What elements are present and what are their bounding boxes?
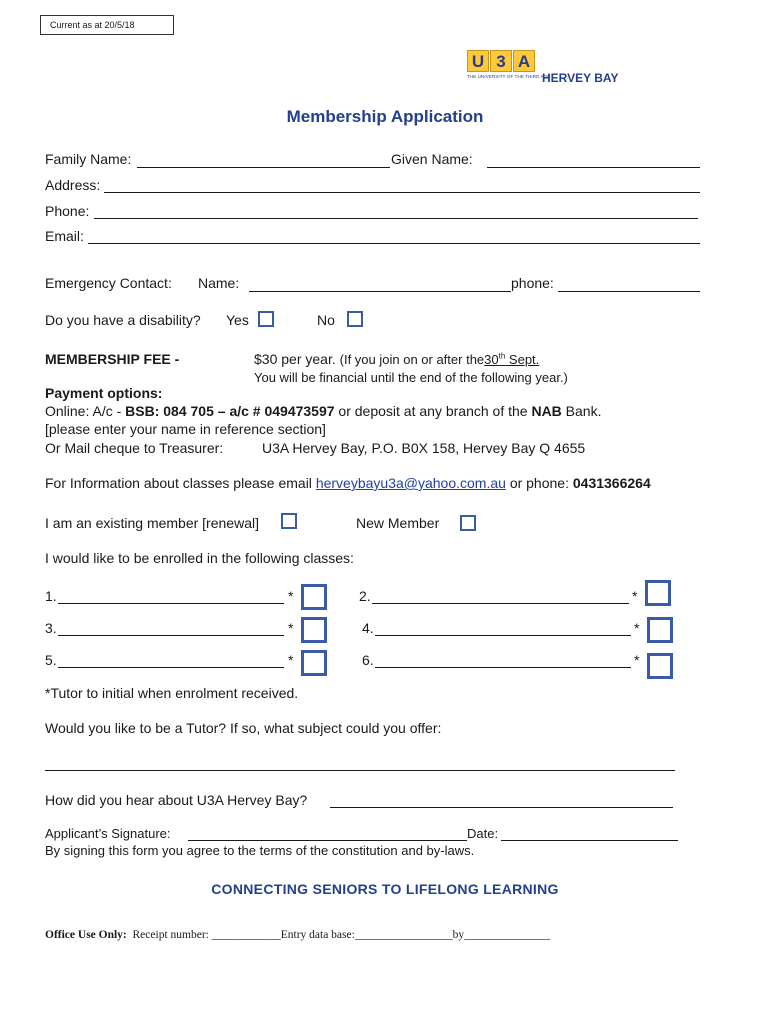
payment-mail-address: U3A Hervey Bay, P.O. B0X 158, Hervey Bay Q 4655: [262, 440, 586, 456]
email-field[interactable]: [88, 243, 700, 244]
logo-tile-3: 3: [490, 50, 512, 72]
fee-note-prefix: (If you join on or after the: [339, 352, 485, 367]
emergency-phone-label: phone:: [511, 275, 554, 291]
by-label: by: [452, 929, 465, 941]
by-field[interactable]: _______________: [464, 929, 551, 941]
office-use-label: Office Use Only:: [45, 929, 127, 941]
address-field[interactable]: [104, 192, 700, 193]
emergency-name-label: Name:: [198, 275, 240, 291]
tutor-question: Would you like to be a Tutor? If so, what subject could you offer:: [45, 720, 442, 736]
class-3-number: 3.: [45, 620, 57, 636]
tutor-note: *Tutor to initial when enrolment received.: [45, 685, 299, 701]
info-middle: or phone:: [509, 475, 569, 491]
logo-tile-a: A: [513, 50, 535, 72]
class-4-field[interactable]: [375, 635, 631, 636]
u3a-logo: [467, 50, 617, 86]
disability-yes-label: Yes: [226, 312, 249, 328]
class-1-asterisk: *: [288, 588, 294, 604]
current-as-at-label: Current as at 20/5/18: [40, 15, 174, 35]
class-1-number: 1.: [45, 588, 57, 604]
payment-online: Online: A/c - BSB: 084 705 – a/c # 049473597 or deposit at any branch of the NAB Bank.: [45, 403, 602, 419]
class-4-number: 4.: [362, 620, 374, 636]
disability-question: Do you have a disability?: [45, 312, 201, 328]
new-member-checkbox[interactable]: [460, 515, 476, 531]
disability-no-checkbox[interactable]: [347, 311, 363, 327]
info-prefix: For Information about classes please email: [45, 475, 312, 491]
info-line: [45, 475, 651, 491]
class-1-checkbox[interactable]: [301, 584, 327, 610]
class-3-checkbox[interactable]: [301, 617, 327, 643]
entry-label: Entry data base:: [280, 929, 355, 941]
page-title: Membership Application: [286, 107, 484, 126]
hear-about-label: How did you hear about U3A Hervey Bay?: [45, 792, 308, 808]
emergency-name-field[interactable]: [249, 291, 511, 292]
classes-intro: I would like to be enrolled in the following classes:: [45, 550, 354, 566]
family-name-label: Family Name:: [45, 151, 132, 167]
emergency-phone-field[interactable]: [558, 291, 700, 292]
hear-about-field[interactable]: [330, 807, 673, 808]
class-5-checkbox[interactable]: [301, 650, 327, 676]
class-5-field[interactable]: [58, 667, 284, 668]
existing-member-label: I am an existing member [renewal]: [45, 515, 259, 531]
class-2-checkbox[interactable]: [645, 580, 671, 606]
signature-agreement: By signing this form you agree to the terms of the constitution and by-laws.: [45, 843, 475, 858]
existing-member-checkbox[interactable]: [281, 513, 297, 529]
class-6-number: 6.: [362, 652, 374, 668]
tutor-subject-field[interactable]: [45, 770, 675, 771]
payment-reference-note: [please enter your name in reference section]: [45, 421, 326, 437]
class-3-field[interactable]: [58, 635, 284, 636]
receipt-label: Receipt number:: [132, 929, 209, 941]
fee-amount: $30 per year.: [254, 351, 336, 367]
date-label: Date:: [467, 826, 499, 841]
date-field[interactable]: [501, 840, 678, 841]
fee-note-line2: You will be financial until the end of the following year.): [254, 370, 568, 385]
class-4-checkbox[interactable]: [647, 617, 673, 643]
class-1-field[interactable]: [58, 603, 284, 604]
class-6-field[interactable]: [375, 667, 631, 668]
phone-label: Phone:: [45, 203, 90, 219]
address-label: Address:: [45, 177, 101, 193]
given-name-field[interactable]: [487, 167, 700, 168]
signature-field[interactable]: [188, 840, 467, 841]
class-2-number: 2.: [359, 588, 371, 604]
entry-field[interactable]: _________________: [354, 929, 453, 941]
new-member-label: New Member: [356, 515, 440, 531]
logo-location: HERVEY BAY: [542, 71, 619, 85]
info-phone: 0431366264: [572, 475, 651, 491]
family-name-field[interactable]: [137, 167, 390, 168]
payment-heading: Payment options:: [45, 385, 163, 401]
class-6-checkbox[interactable]: [647, 653, 673, 679]
class-5-asterisk: *: [288, 652, 294, 668]
slogan: CONNECTING SENIORS TO LIFELONG LEARNING: [211, 881, 559, 897]
class-4-asterisk: *: [634, 620, 640, 636]
membership-fee-label: MEMBERSHIP FEE -: [45, 351, 180, 367]
info-email-link[interactable]: herveybayu3a@yahoo.com.au: [315, 475, 506, 491]
logo-subtitle: THE UNIVERSITY OF THE THIRD AGE: [467, 74, 551, 79]
class-3-asterisk: *: [288, 620, 294, 636]
class-2-field[interactable]: [372, 603, 629, 604]
class-6-asterisk: *: [634, 652, 640, 668]
receipt-field[interactable]: ____________: [211, 929, 281, 941]
given-name-label: Given Name:: [391, 151, 473, 167]
payment-mail-label: Or Mail cheque to Treasurer:: [45, 440, 224, 456]
phone-field[interactable]: [94, 218, 698, 219]
email-label: Email:: [45, 228, 84, 244]
disability-yes-checkbox[interactable]: [258, 311, 274, 327]
office-use-line: [45, 929, 550, 941]
logo-tile-u: U: [467, 50, 489, 72]
signature-label: Applicant’s Signature:: [45, 826, 171, 841]
class-2-asterisk: *: [632, 588, 638, 604]
disability-no-label: No: [317, 312, 335, 328]
fee-note-day: 30th Sept.: [484, 351, 540, 367]
emergency-contact-label: Emergency Contact:: [45, 275, 172, 291]
membership-fee-amount: [254, 351, 539, 367]
class-5-number: 5.: [45, 652, 57, 668]
